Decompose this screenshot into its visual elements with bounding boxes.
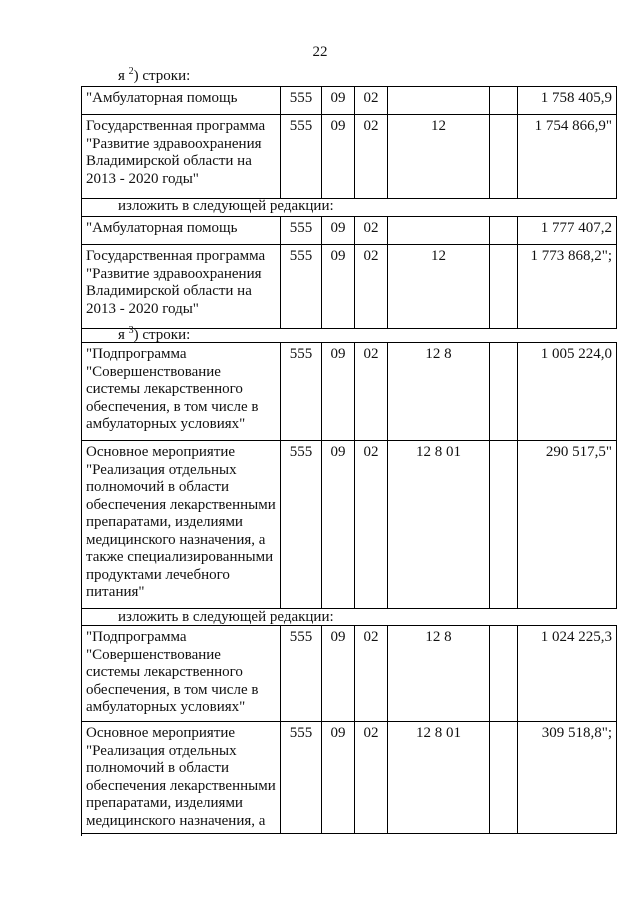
budget-table-old-2 [81,342,617,609]
cell-amount: 1 005 224,0 [518,343,617,441]
cell-type [490,626,518,722]
cell-target: 12 8 [388,626,490,722]
row-name: Государственная программа "Развитие здравоохранения Владимирской области на 2013 - 2020 годы" [82,245,281,329]
table-row [82,245,617,329]
cell-target: 12 8 01 [388,441,490,609]
cell-amount: 290 517,5" [518,441,617,609]
table-row [82,722,617,834]
note-replace-1: изложить в следующей редакции: [118,198,334,214]
cell-amount: 1 758 405,9 [518,87,617,115]
cell-amount: 1 777 407,2 [518,217,617,245]
note-replace-2: изложить в следующей редакции: [118,609,334,625]
cell-amount: 1 024 225,3 [518,626,617,722]
budget-table-old-1 [81,86,617,199]
cell-subsection: 02 [355,115,388,199]
cell-type [490,343,518,441]
cell-subsection: 02 [355,343,388,441]
cell-ministry: 555 [281,441,322,609]
row-name: "Амбулаторная помощь [82,87,281,115]
cell-ministry: 555 [281,245,322,329]
cell-section: 09 [322,441,355,609]
cell-type [490,115,518,199]
cell-type [490,722,518,834]
cell-target: 12 8 01 [388,722,490,834]
note-lines-3: я $^3$) строки: [118,325,191,343]
cell-section: 09 [322,626,355,722]
cell-amount: 1 773 868,2"; [518,245,617,329]
table-row [82,217,617,245]
note-lines-2: я $^2$) строки: [118,66,191,84]
cell-subsection: 02 [355,626,388,722]
budget-table-new-2 [81,625,617,834]
cell-ministry: 555 [281,115,322,199]
cell-subsection: 02 [355,87,388,115]
cell-target: 12 [388,245,490,329]
cell-target: 12 [388,115,490,199]
row-name: "Подпрограмма "Совершенствование системы лекарственного обеспечения, в том числе в амбулаторных условиях" [82,343,281,441]
cell-ministry: 555 [281,343,322,441]
cell-target: 12 8 [388,343,490,441]
row-name: Основное мероприятие "Реализация отдельных полномочий в области обеспечения лекарственными препаратами, изделиями медицинского назначения, а также специализированными продуктами лечебного питания" [82,441,281,609]
cell-section: 09 [322,115,355,199]
cell-ministry: 555 [281,626,322,722]
row-name: Основное мероприятие "Реализация отдельных полномочий в области обеспечения лекарственными препаратами, изделиями медицинского назначения, а [82,722,281,834]
row-name: "Подпрограмма "Совершенствование системы лекарственного обеспечения, в том числе в амбулаторных условиях" [82,626,281,722]
cell-ministry: 555 [281,217,322,245]
table-row [82,626,617,722]
cell-section: 09 [322,343,355,441]
cell-ministry: 555 [281,87,322,115]
cell-section: 09 [322,87,355,115]
cell-subsection: 02 [355,245,388,329]
cell-target [388,87,490,115]
cell-type [490,87,518,115]
cell-type [490,441,518,609]
table-row [82,87,617,115]
cell-target [388,217,490,245]
row-name: "Амбулаторная помощь [82,217,281,245]
cell-subsection: 02 [355,217,388,245]
row-name: Государственная программа "Развитие здравоохранения Владимирской области на 2013 - 2020 годы" [82,115,281,199]
cell-ministry: 555 [281,722,322,834]
table-row [82,115,617,199]
table-row [82,343,617,441]
cell-subsection: 02 [355,722,388,834]
page-number: 22 [312,44,328,60]
cell-section: 09 [322,722,355,834]
cell-type [490,245,518,329]
cell-amount: 1 754 866,9" [518,115,617,199]
cell-type [490,217,518,245]
budget-table-new-1 [81,216,617,329]
table-row [82,441,617,609]
cell-section: 09 [322,245,355,329]
cell-subsection: 02 [355,441,388,609]
cell-amount: 309 518,8"; [518,722,617,834]
cell-section: 09 [322,217,355,245]
